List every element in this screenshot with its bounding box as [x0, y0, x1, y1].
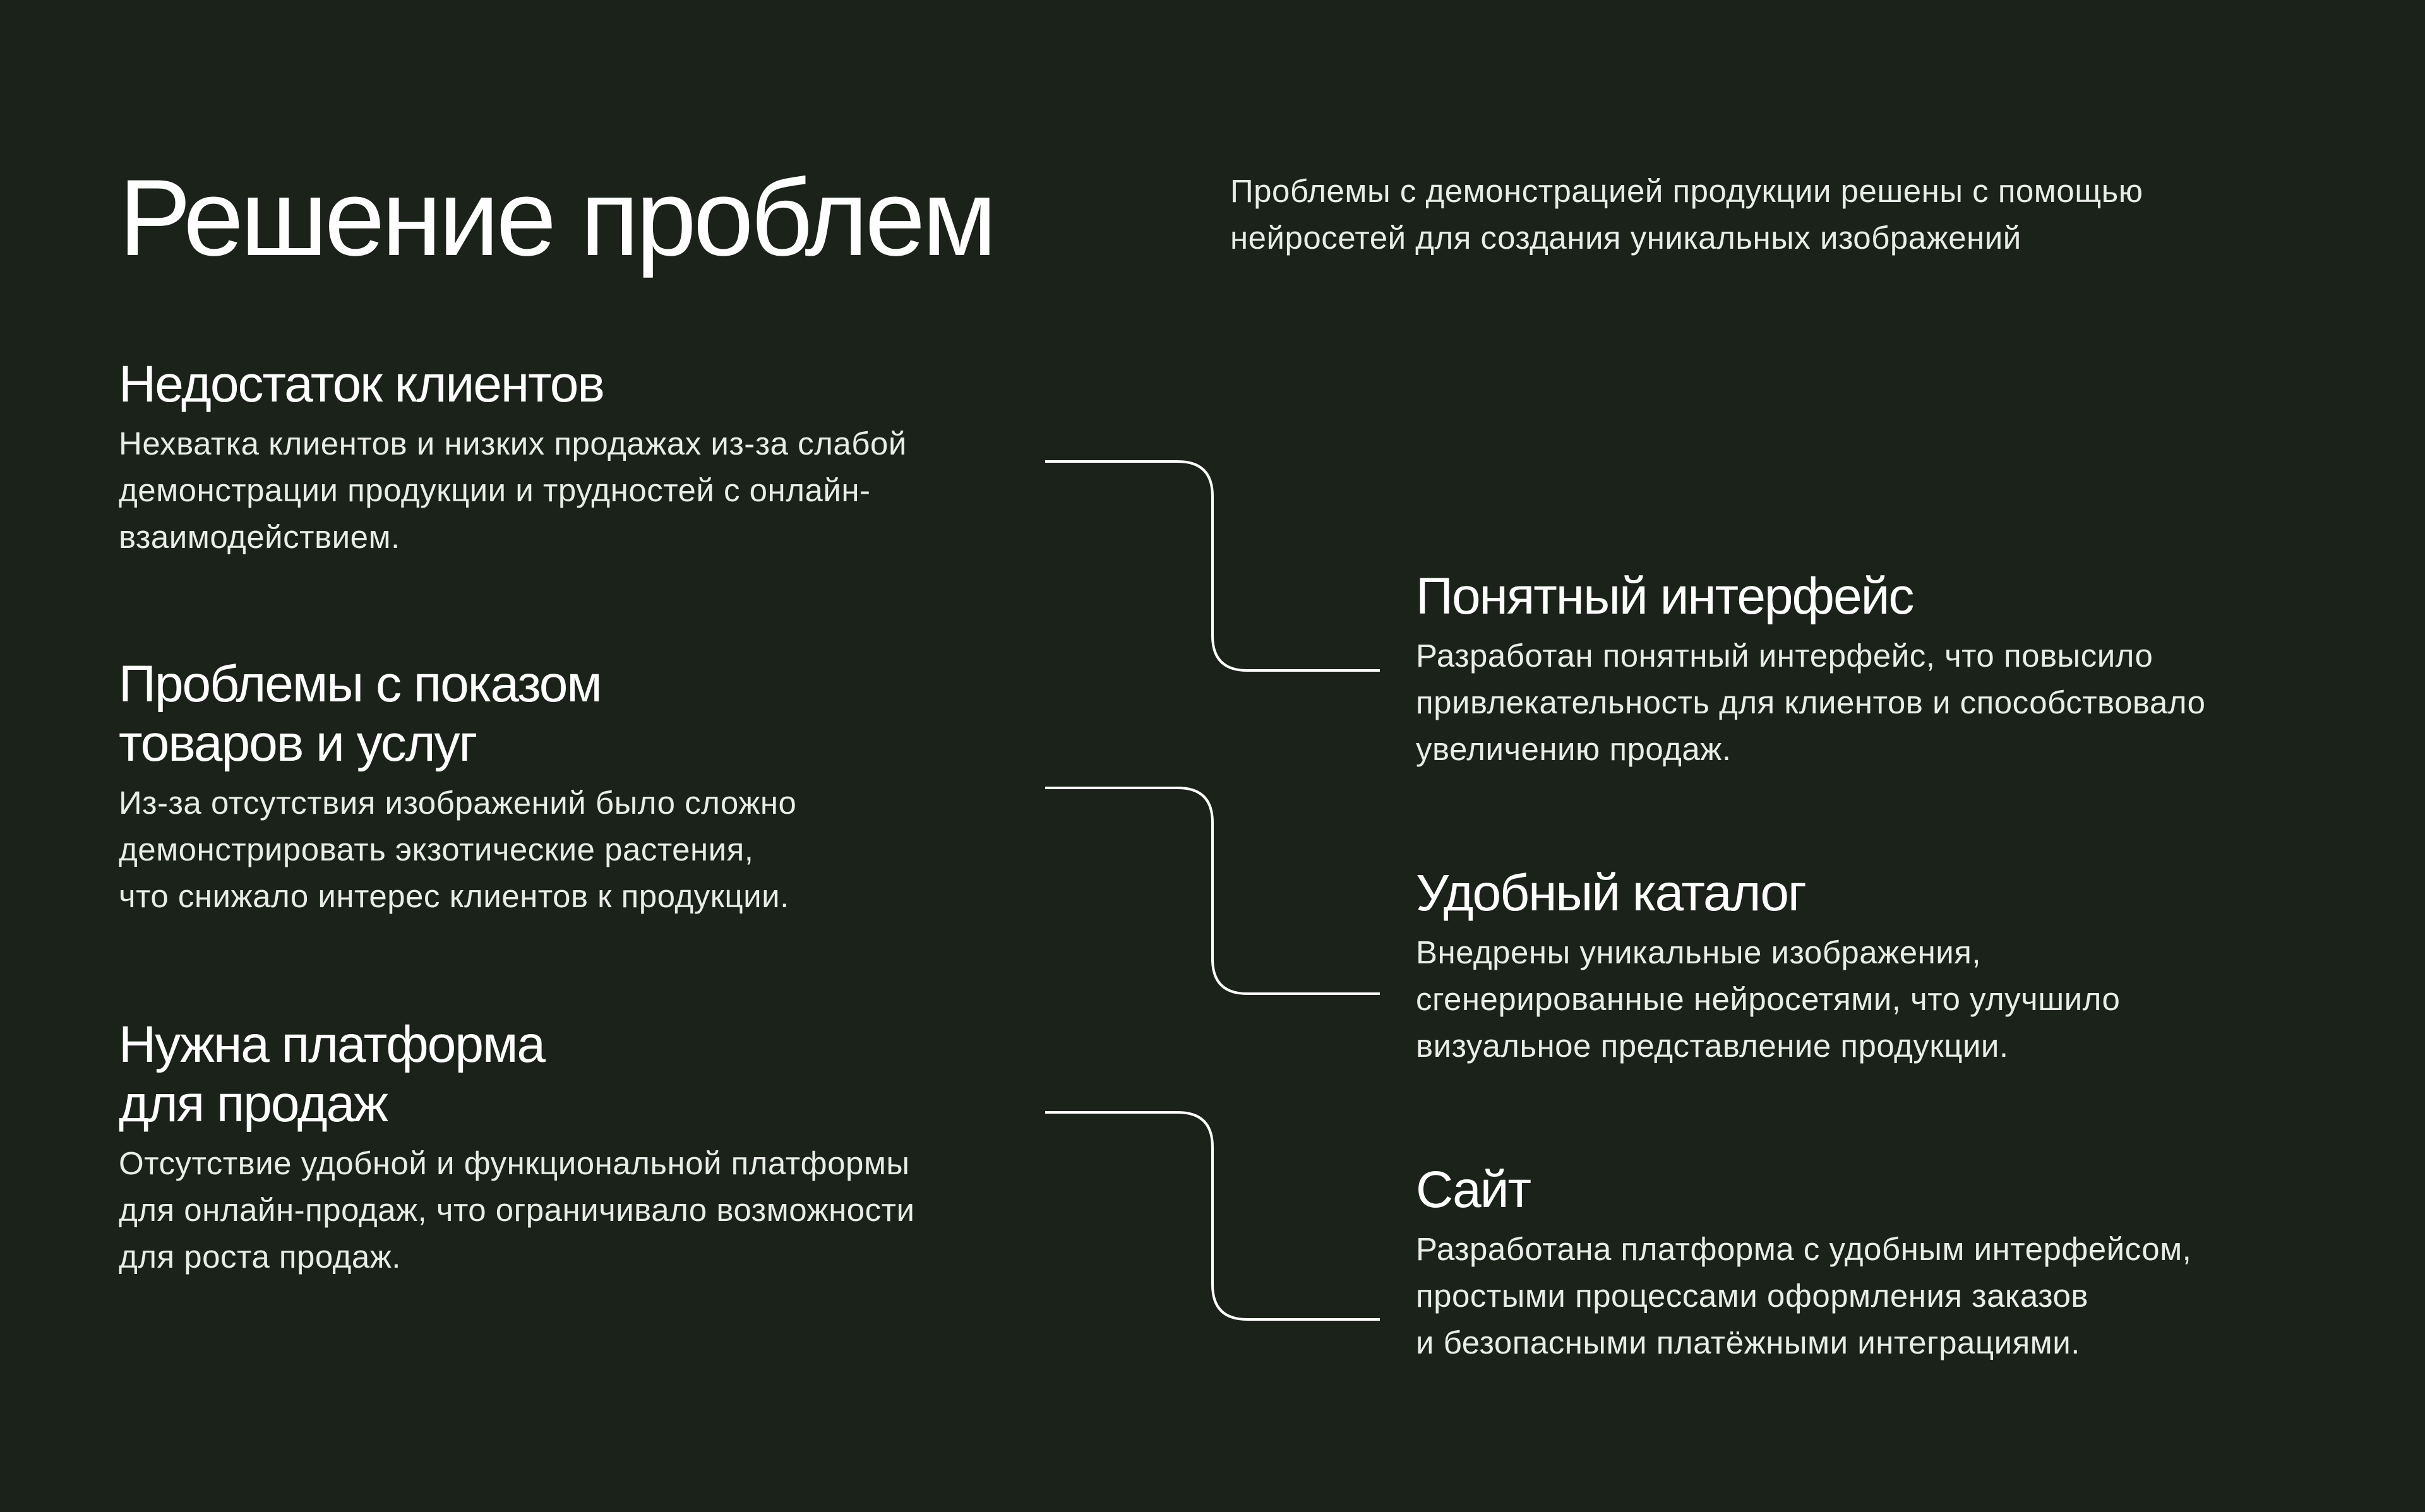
problem-block-platform — [119, 1015, 1066, 1280]
solution-title: Понятный интерфейс — [1416, 568, 1913, 625]
problem-title: Недостаток клиентов — [119, 355, 604, 413]
page-title: Решение проблем — [119, 157, 994, 278]
intro-text: Проблемы с демонстрацией продукции решены с помощью нейросетей для создания уникальных изображений — [1230, 173, 2143, 256]
problem-block-showcase — [119, 655, 1066, 920]
problem-description: Отсутствие удобной и функциональной платформы для онлайн-продаж, что ограничивало возможности для роста продаж. — [119, 1145, 915, 1275]
solution-block-site — [1416, 1160, 2401, 1366]
solution-title: Сайт — [1416, 1161, 1531, 1218]
solution-description: Разработан понятный интерфейс, что повысило привлекательность для клиентов и способствовало увеличению продаж. — [1416, 638, 2206, 767]
problem-description: Из-за отсутствия изображений было сложно демонстрировать экзотические растения, что снижало интерес клиентов к продукции. — [119, 785, 797, 914]
problem-title: Нужна платформа для продаж — [119, 1016, 544, 1133]
connector-line-3 — [1045, 1112, 1380, 1319]
solution-block-interface — [1416, 567, 2401, 773]
problem-title: Проблемы с показом товаров и услуг — [119, 655, 601, 772]
solution-description: Внедрены уникальные изображения, сгенерированные нейросетями, что улучшило визуальное представление продукции. — [1416, 934, 2121, 1064]
solution-title: Удобный каталог — [1416, 864, 1805, 922]
solution-description: Разработана платформа с удобным интерфейсом, простыми процессами оформления заказов и безопасными платёжными интеграциями. — [1416, 1231, 2192, 1360]
problem-block-clients — [119, 355, 1066, 561]
problem-description: Нехватка клиентов и низких продажах из-за слабой демонстрации продукции и трудностей с онлайн- взаимодействием. — [119, 426, 907, 555]
connector-line-1 — [1045, 461, 1380, 670]
connector-line-2 — [1045, 788, 1380, 994]
solution-block-catalog — [1416, 864, 2401, 1069]
